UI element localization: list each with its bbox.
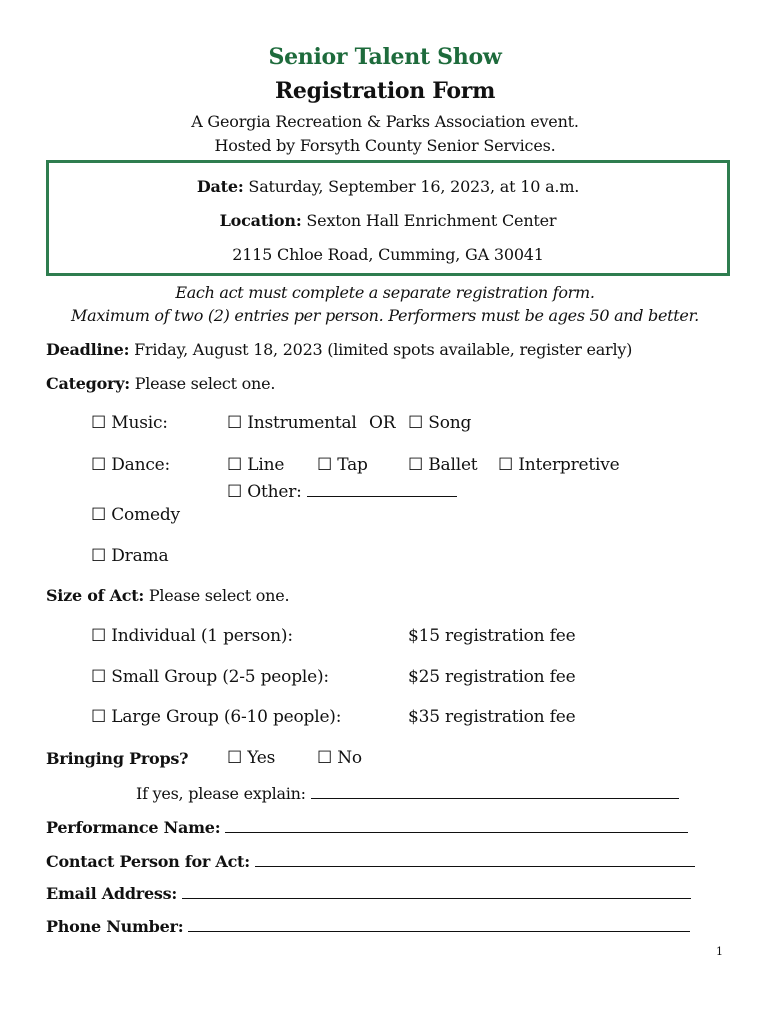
category-instruction: Please select one. — [129, 374, 276, 393]
contact-person-field[interactable] — [255, 850, 695, 867]
category-label: Category: — [46, 374, 130, 393]
deadline-value: Friday, August 18, 2023 (limited spots available, register early) — [129, 340, 633, 359]
phone-label: Phone Number: — [46, 917, 184, 936]
performance-name-row — [46, 816, 688, 837]
other-dance-option — [227, 480, 457, 502]
size-heading — [46, 586, 289, 605]
phone-row — [46, 915, 690, 936]
props-no-checkbox[interactable]: ☐ No — [317, 748, 362, 768]
contact-person-row — [46, 850, 695, 871]
ballet-checkbox[interactable]: ☐ Ballet — [408, 455, 478, 475]
note-max-entries: Maximum of two (2) entries per person. Performers must be ages 50 and better. — [71, 306, 699, 325]
props-label — [46, 749, 188, 768]
props-explain-row — [136, 782, 679, 803]
song-checkbox[interactable]: ☐ Song — [408, 413, 472, 433]
other-checkbox[interactable]: ☐ Other: — [227, 482, 302, 502]
form-subtitle: Registration Form — [274, 78, 496, 104]
props-label-text: Bringing Props? — [46, 749, 189, 768]
date-value: Saturday, September 16, 2023, at 10 a.m. — [243, 177, 580, 196]
performance-name-field[interactable] — [225, 816, 688, 833]
email-field[interactable] — [182, 882, 691, 899]
location-label: Location: — [219, 211, 302, 230]
event-address: 2115 Chloe Road, Cumming, GA 30041 — [232, 245, 544, 264]
props-explain-label: If yes, please explain: — [136, 784, 306, 803]
association-line: A Georgia Recreation & Parks Association event. — [191, 112, 579, 131]
large-group-fee: $35 registration fee — [408, 707, 576, 727]
line-dance-checkbox[interactable]: ☐ Line — [227, 455, 285, 475]
other-field[interactable] — [307, 480, 457, 497]
form-title: Senior Talent Show — [268, 44, 502, 70]
date-label: Date: — [196, 177, 244, 196]
dance-checkbox[interactable]: ☐ Dance: — [91, 455, 171, 475]
contact-person-label: Contact Person for Act: — [46, 852, 250, 871]
location-value: Sexton Hall Enrichment Center — [301, 211, 557, 230]
or-text: OR — [369, 413, 396, 433]
note-separate-form: Each act must complete a separate registration form. — [175, 283, 595, 302]
event-info-box — [46, 160, 730, 276]
small-group-fee: $25 registration fee — [408, 667, 576, 687]
drama-checkbox[interactable]: ☐ Drama — [91, 546, 169, 566]
event-location — [49, 211, 727, 230]
interpretive-checkbox[interactable]: ☐ Interpretive — [498, 455, 620, 475]
size-label: Size of Act: — [46, 586, 145, 605]
category-heading — [46, 374, 275, 393]
small-group-checkbox[interactable]: ☐ Small Group (2-5 people): — [91, 667, 329, 687]
props-yes-checkbox[interactable]: ☐ Yes — [227, 748, 276, 768]
tap-checkbox[interactable]: ☐ Tap — [317, 455, 368, 475]
phone-field[interactable] — [188, 915, 690, 932]
deadline-label: Deadline: — [46, 340, 130, 359]
performance-name-label: Performance Name: — [46, 818, 221, 837]
size-instruction: Please select one. — [144, 586, 290, 605]
email-row — [46, 882, 691, 903]
email-label: Email Address: — [46, 884, 178, 903]
props-explain-field[interactable] — [311, 782, 679, 799]
large-group-checkbox[interactable]: ☐ Large Group (6-10 people): — [91, 707, 342, 727]
host-line: Hosted by Forsyth County Senior Services. — [214, 136, 556, 155]
music-checkbox[interactable]: ☐ Music: — [91, 413, 168, 433]
comedy-checkbox[interactable]: ☐ Comedy — [91, 505, 180, 525]
individual-checkbox[interactable]: ☐ Individual (1 person): — [91, 626, 293, 646]
instrumental-checkbox[interactable]: ☐ Instrumental — [227, 413, 357, 433]
deadline — [46, 340, 632, 359]
individual-fee: $15 registration fee — [408, 626, 576, 646]
event-date — [49, 177, 727, 196]
page-number: 1 — [716, 945, 723, 958]
